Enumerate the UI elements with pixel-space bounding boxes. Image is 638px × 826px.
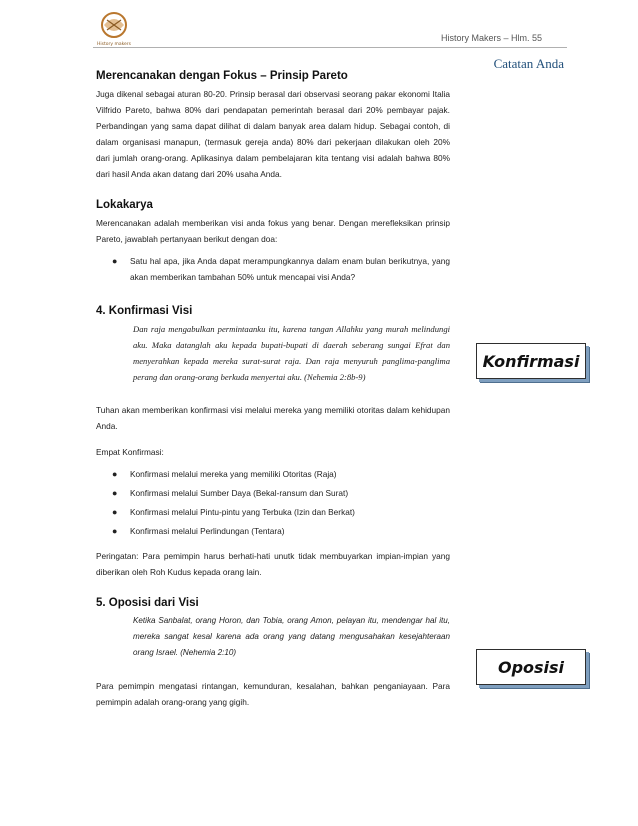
confirmation-paragraph: Tuhan akan memberikan konfirmasi visi melalui mereka yang memiliki otoritas dalam kehidupan Anda. bbox=[96, 405, 450, 431]
svg-text:History makers: History makers bbox=[97, 42, 131, 47]
list-item: ● Konfirmasi melalui Pintu-pintu yang Terbuka (Izin dan Berkat) bbox=[110, 504, 450, 520]
list-item: ● Konfirmasi melalui Perlindungan (Tentara) bbox=[110, 523, 450, 539]
workshop-list bbox=[110, 253, 450, 285]
section-title-workshop: Lokakarya bbox=[96, 199, 153, 211]
page-label: History Makers – Hlm. 55 bbox=[440, 33, 542, 43]
history-makers-logo bbox=[93, 8, 135, 48]
bullet-icon: ● bbox=[112, 526, 118, 536]
list-item: ● Konfirmasi melalui Sumber Daya (Bekal-ransum dan Surat) bbox=[110, 485, 450, 501]
main-content bbox=[96, 70, 450, 710]
bullet-icon: ● bbox=[112, 469, 118, 479]
workshop-paragraph: Merencanakan adalah memberikan visi anda fokus yang benar. Dengan merefleksikan prinsip Pareto, jawablah pertanyaan berikut dengan doa: bbox=[96, 218, 450, 244]
opposition-callout: Oposisi bbox=[476, 649, 586, 685]
scripture-quote: Dan raja mengabulkan permintaanku itu, karena tangan Allahku yang murah melindungi aku. Maka datanglah aku kepada bupati-bupati di daerah seberang sungai Efrat dan menyerahkan kepada mereka surat-surat raja. Dan raja menyuruh panglima-panglima perang dan orang-orang berkuda menyertai aku. (Nehemia 2:8b-9) bbox=[133, 324, 450, 382]
confirmation-list bbox=[110, 466, 450, 539]
notes-heading: Catatan Anda bbox=[493, 56, 564, 71]
header-divider bbox=[93, 47, 567, 48]
pareto-paragraph: Juga dikenal sebagai aturan 80-20. Prinsip berasal dari observasi seorang pakar ekonomi Italia Vilfrido Pareto, bahwa 80% dari pendapatan pemerintah berasal dari 20% pembayar pajak. Perbandingan yang sama dapat dilihat di dalam banyak area dalam hidup. Sebagai contoh, di dalam organisasi manapun, (termasuk gereja anda) 80% dari pekerjaan dilakukan oleh 20% dari jumlah orang-orang. Aplikasinya dalam pembelajaran kita tentang visi adalah bahwa 80% dari hasil Anda akan datang dari 20% usaha Anda. bbox=[96, 89, 450, 179]
section-title-opposition: 5. Oposisi dari Visi bbox=[96, 597, 199, 609]
bullet-icon: ● bbox=[112, 256, 118, 266]
list-title: Empat Konfirmasi: bbox=[96, 447, 164, 457]
list-item: ● Konfirmasi melalui mereka yang memiliki Otoritas (Raja) bbox=[110, 466, 450, 482]
bullet-icon: ● bbox=[112, 507, 118, 517]
list-item: ● Satu hal apa, jika Anda dapat merampungkannya dalam enam bulan berikutnya, yang akan memberikan tambahan 50% untuk mencapai visi Anda? bbox=[110, 253, 450, 285]
warning-paragraph: Peringatan: Para pemimpin harus berhati-hati unutk tidak membuyarkan impian-impian yang diberikan oleh Roh Kudus kepada orang lain. bbox=[96, 551, 450, 577]
section-title-confirmation: 4. Konfirmasi Visi bbox=[96, 305, 193, 317]
scripture-quote: Ketika Sanbalat, orang Horon, dan Tobia, orang Amon, pelayan itu, mendengar hal itu, mereka sangat kesal karena ada orang yang datang mengusahakan kesejahteraan orang Israel. (Nehemia 2:10) bbox=[133, 616, 450, 657]
section-title-pareto: Merencanakan dengan Fokus – Prinsip Pareto bbox=[96, 70, 348, 82]
confirmation-callout: Konfirmasi bbox=[476, 343, 586, 379]
opposition-paragraph: Para pemimpin mengatasi rintangan, kemunduran, kesalahan, bahkan penganiayaan. Para pemimpin adalah orang-orang yang gigih. bbox=[96, 681, 450, 707]
bullet-icon: ● bbox=[112, 488, 118, 498]
